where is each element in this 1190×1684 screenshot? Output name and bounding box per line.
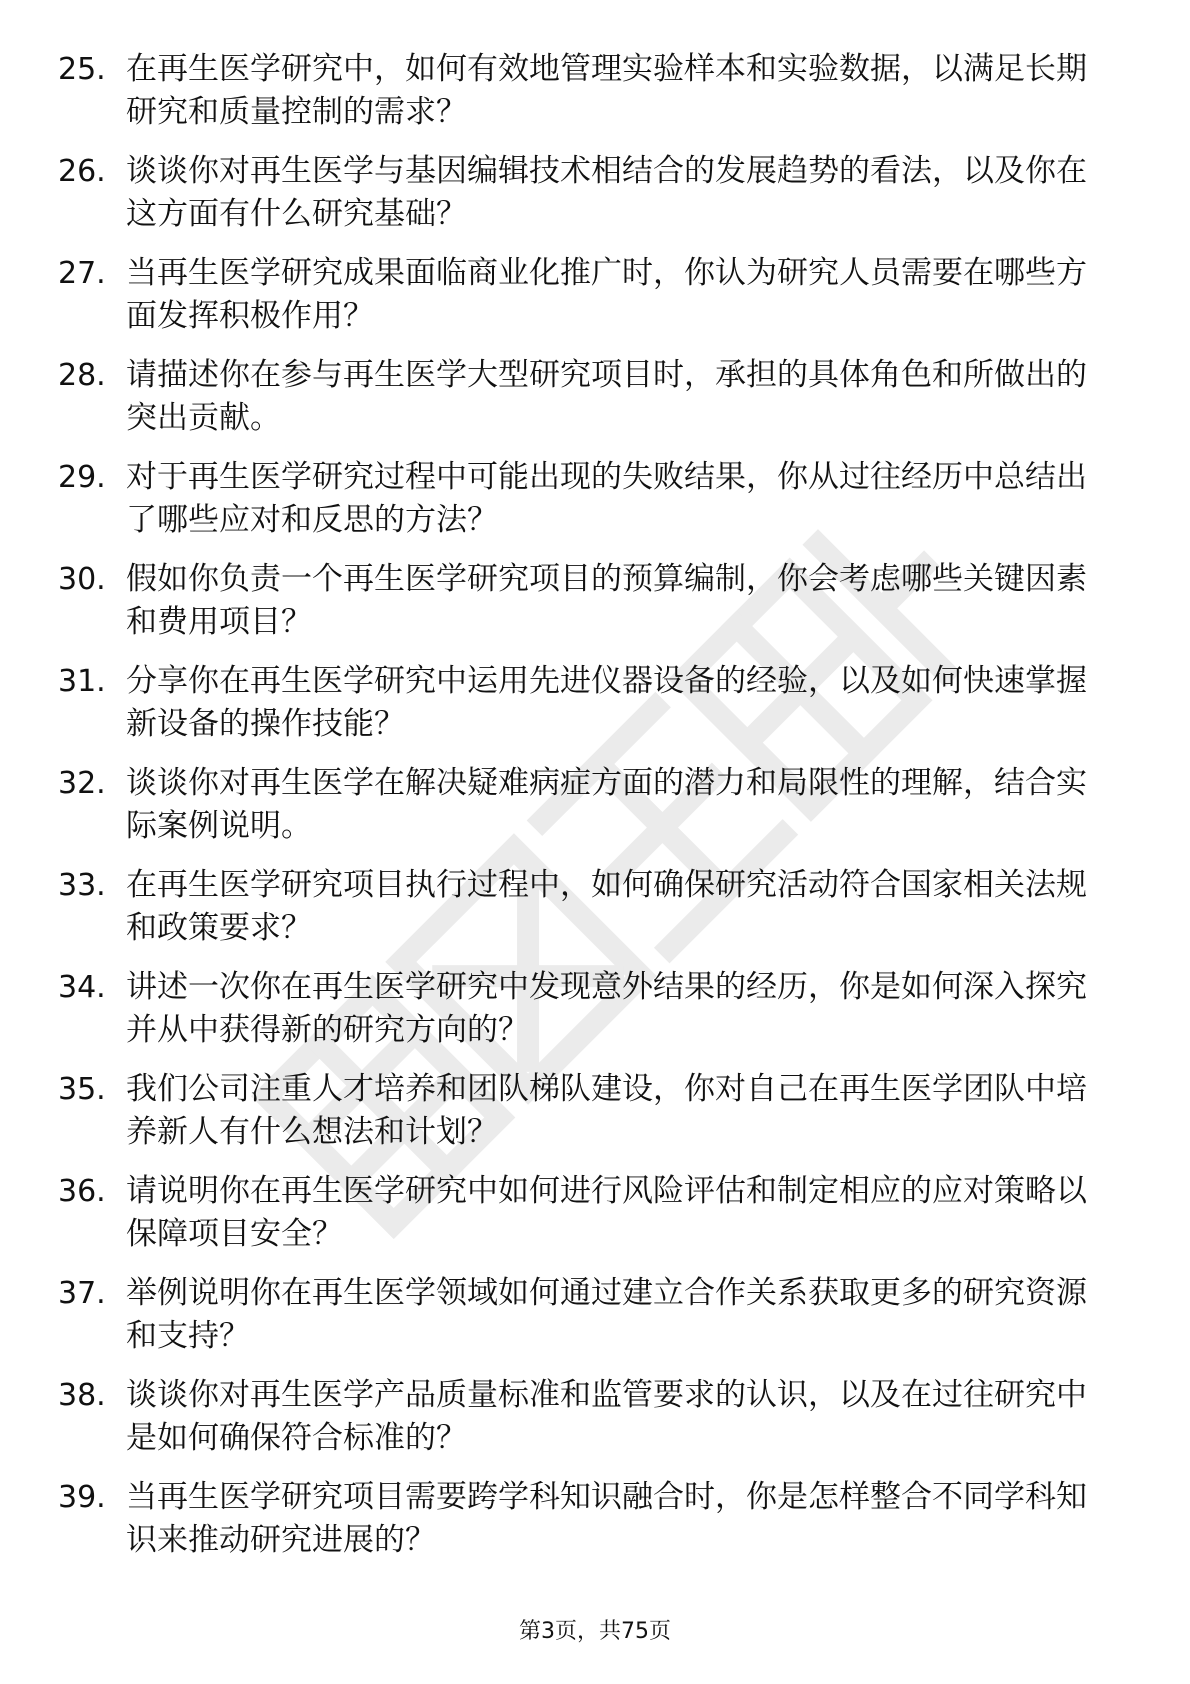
question-text: 谈谈你对再生医学产品质量标准和监管要求的认识，以及在过往研究中是如何确保符合标准的？ (126, 1377, 1087, 1456)
page-number-label: 第3页，共75页 (519, 1619, 671, 1644)
question-text: 当再生医学研究项目需要跨学科知识融合时，你是怎样整合不同学科知识来推动研究进展的？ (126, 1479, 1087, 1558)
question-number: 26. (58, 154, 106, 189)
question-item (58, 1068, 1118, 1170)
question-number: 33. (58, 868, 106, 903)
question-item (58, 660, 1118, 762)
question-item (58, 864, 1118, 966)
question-number: 37. (58, 1276, 106, 1311)
question-number: 39. (58, 1480, 106, 1515)
question-number: 34. (58, 970, 106, 1005)
question-item (58, 762, 1118, 864)
question-text: 分享你在再生医学研究中运用先进仪器设备的经验，以及如何快速掌握新设备的操作技能？ (126, 663, 1087, 742)
question-number: 28. (58, 358, 106, 393)
question-item (58, 252, 1118, 354)
question-text: 在再生医学研究项目执行过程中，如何确保研究活动符合国家相关法规和政策要求？ (126, 867, 1087, 946)
question-number: 29. (58, 460, 106, 495)
question-item (58, 1374, 1118, 1476)
question-list (58, 48, 1118, 1578)
question-text: 讲述一次你在再生医学研究中发现意外结果的经历，你是如何深入探究并从中获得新的研究方向的？ (126, 969, 1087, 1048)
question-number: 32. (58, 766, 106, 801)
question-item (58, 1272, 1118, 1374)
question-number: 35. (58, 1072, 106, 1107)
question-number: 38. (58, 1378, 106, 1413)
question-text: 举例说明你在再生医学领域如何通过建立合作关系获取更多的研究资源和支持？ (126, 1275, 1087, 1354)
question-number: 36. (58, 1174, 106, 1209)
question-text: 谈谈你对再生医学与基因编辑技术相结合的发展趋势的看法，以及你在这方面有什么研究基础？ (126, 153, 1087, 232)
question-item (58, 1170, 1118, 1272)
question-text: 谈谈你对再生医学在解决疑难病症方面的潜力和局限性的理解，结合实际案例说明。 (126, 765, 1087, 844)
page-footer (0, 1617, 1190, 1647)
question-item (58, 150, 1118, 252)
question-number: 27. (58, 256, 106, 291)
question-item (58, 48, 1118, 150)
question-number: 31. (58, 664, 106, 699)
question-item (58, 1476, 1118, 1578)
question-item (58, 456, 1118, 558)
question-text: 请描述你在参与再生医学大型研究项目时，承担的具体角色和所做出的突出贡献。 (126, 357, 1087, 436)
question-text: 假如你负责一个再生医学研究项目的预算编制，你会考虑哪些关键因素和费用项目？ (126, 561, 1087, 640)
question-item (58, 354, 1118, 456)
question-item (58, 558, 1118, 660)
question-number: 30. (58, 562, 106, 597)
question-text: 我们公司注重人才培养和团队梯队建设，你对自己在再生医学团队中培养新人有什么想法和计划？ (126, 1071, 1087, 1150)
question-number: 25. (58, 52, 106, 87)
question-text: 请说明你在再生医学研究中如何进行风险评估和制定相应的应对策略以保障项目安全？ (126, 1173, 1087, 1252)
question-text: 当再生医学研究成果面临商业化推广时，你认为研究人员需要在哪些方面发挥积极作用？ (126, 255, 1087, 334)
question-text: 在再生医学研究中，如何有效地管理实验样本和实验数据，以满足长期研究和质量控制的需求？ (126, 51, 1087, 130)
question-item (58, 966, 1118, 1068)
question-text: 对于再生医学研究过程中可能出现的失败结果，你从过往经历中总结出了哪些应对和反思的方法？ (126, 459, 1087, 538)
